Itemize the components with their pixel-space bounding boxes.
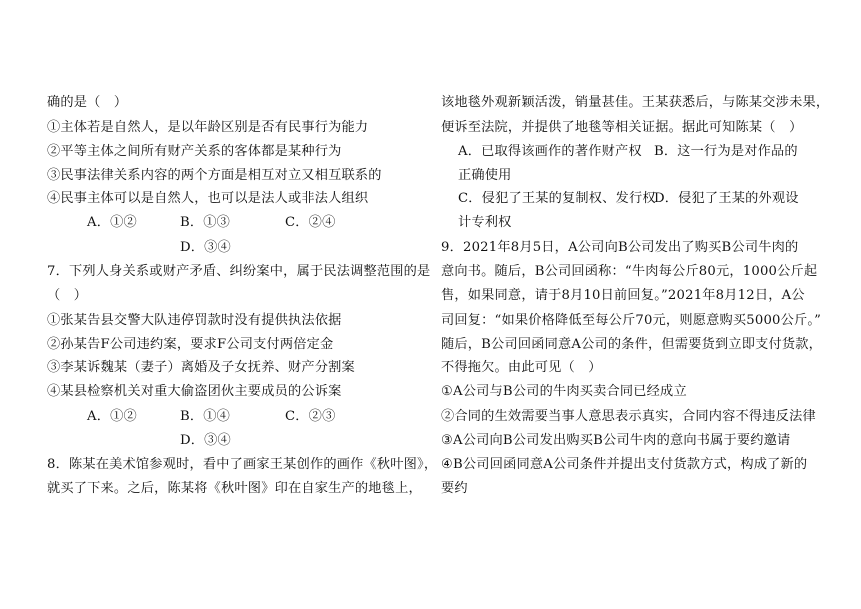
q8-option-b-cont: 正确使用 — [458, 168, 512, 183]
q7-option-a: A．①② — [87, 409, 137, 424]
q8-line-2: 就买了下来。之后，陈某将《秋叶图》印在自家生产的地毯上， — [47, 481, 422, 496]
q7-option-d: D．③④ — [180, 433, 231, 448]
q6-option-b: B．①③ — [180, 215, 231, 230]
q7-option-b: B．①④ — [180, 409, 231, 424]
q8-option-a: A．已取得该画作的著作财产权 — [458, 144, 642, 159]
q8-option-b: B．这一行为是对作品的 — [654, 144, 798, 159]
q6-item-2: ②平等主体之间所有财产关系的客体都是某种行为 — [47, 144, 342, 159]
q8-option-d-cont: 计专利权 — [458, 215, 512, 230]
q9-line-6: 不得拖欠。由此可见（ ） — [441, 360, 602, 375]
q9-line-3: 售，如果同意，请于8月10日前回复。”2021年8月12日，A公 — [441, 288, 805, 303]
q6-option-d: D．③④ — [180, 240, 231, 255]
q6-option-c: C．②④ — [285, 215, 336, 230]
q7-item-1: ①张某告县交警大队违停罚款时没有提供执法依据 — [47, 313, 342, 328]
q6-option-a: A．①② — [87, 215, 137, 230]
q7-stem-tail: （ ） — [47, 288, 88, 303]
q7-item-2: ②孙某告F公司违约案，要求F公司支付两倍定金 — [47, 337, 334, 352]
q8-option-c: C．侵犯了王某的复制权、发行权 — [458, 191, 656, 206]
q8-cont-1: 该地毯外观新颖活泼，销量甚佳。王某获悉后，与陈某交涉未果， — [441, 95, 830, 110]
q9-item-1: ①A公司与B公司的牛肉买卖合同已经成立 — [441, 384, 687, 399]
q9-item-4-cont: 要约 — [441, 481, 468, 496]
q7-stem: 7．下列人身关系或财产矛盾、纠纷案中，属于民法调整范围的是 — [47, 264, 431, 279]
q9-item-3: ③A公司向B公司发出购买B公司牛肉的意向书属于要约邀请 — [441, 433, 791, 448]
q7-item-3: ③李某诉魏某（妻子）离婚及子女抚养、财产分割案 — [47, 360, 355, 375]
q6-stem-tail: 确的是（ ） — [47, 95, 128, 110]
q9-line-5: 随后，B公司回函同意A公司的条件，但需要货到立即支付货款， — [441, 337, 823, 352]
q7-option-c: C．②③ — [285, 409, 336, 424]
q7-item-4: ④某县检察机关对重大偷盗团伙主要成员的公诉案 — [47, 384, 342, 399]
q8-cont-2: 便诉至法院，并提供了地毯等相关证据。据此可知陈某（ ） — [441, 120, 803, 135]
q9-line-2: 意向书。随后，B公司回函称：“牛肉每公斤80元，1000公斤起 — [441, 264, 818, 279]
q6-item-4: ④民事主体可以是自然人，也可以是法人或非法人组织 — [47, 191, 369, 206]
q9-item-4: ④B公司回函同意A公司条件并提出支付货款方式，构成了新的 — [441, 457, 808, 472]
q9-item-2: ②合同的生效需要当事人意思表示真实，合同内容不得违反法律 — [441, 409, 816, 424]
q6-item-1: ①主体若是自然人，是以年龄区别是否有民事行为能力 — [47, 120, 369, 135]
q9-line-1: 9．2021年8月5日，A公司向B公司发出了购买B公司牛肉的 — [441, 240, 799, 255]
q8-option-d: D．侵犯了王某的外观设 — [654, 191, 799, 206]
q8-line-1: 8．陈某在美术馆参观时，看中了画家王某创作的画作《秋叶图》， — [47, 457, 438, 472]
q9-line-4: 司回复：“如果价格降低至每公斤70元，则愿意购买5000公斤。” — [441, 313, 822, 328]
q6-item-3: ③民事法律关系内容的两个方面是相互对立又相互联系的 — [47, 168, 382, 183]
